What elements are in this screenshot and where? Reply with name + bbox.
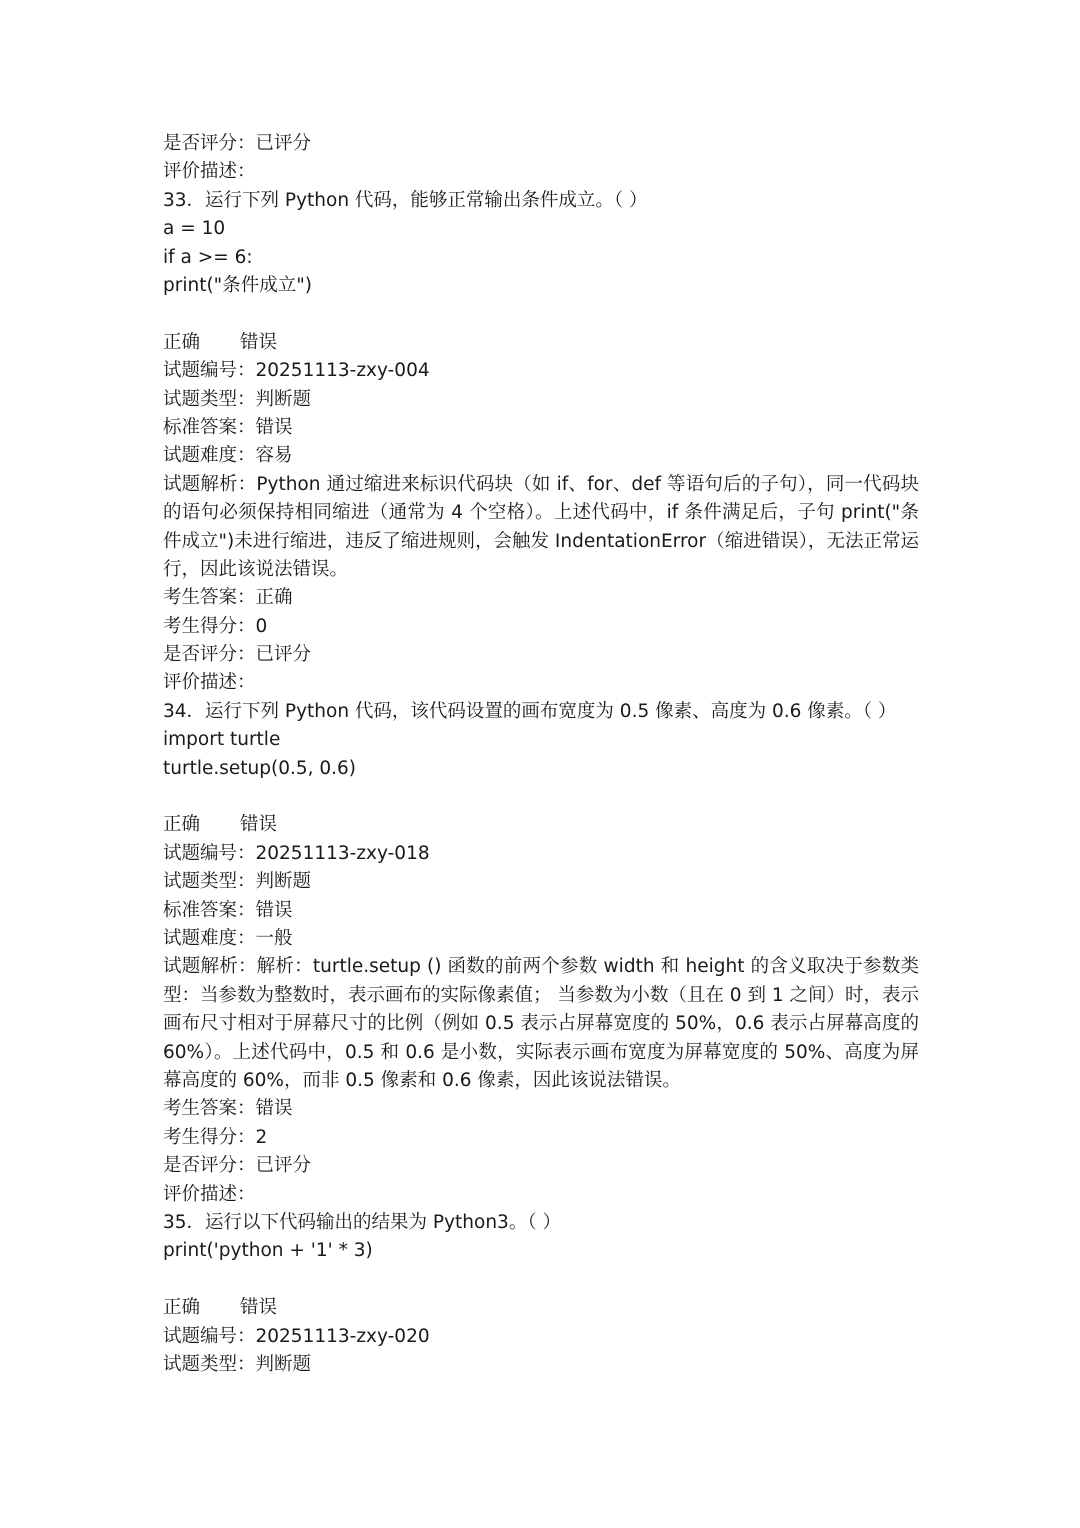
evaluation-comment: 评价描述： bbox=[163, 672, 256, 694]
question-type: 试题类型：判断题 bbox=[163, 388, 312, 410]
evaluation-comment: 评价描述： bbox=[163, 161, 256, 183]
question-stem: 33．运行下列 Python 代码，能够正常输出条件成立。（ ） bbox=[163, 189, 648, 211]
answer-options bbox=[163, 329, 919, 357]
evaluation-comment: 评价描述： bbox=[163, 1183, 256, 1205]
code-line: if a >= 6: bbox=[163, 246, 253, 268]
question-id: 试题编号：20251113-zxy-020 bbox=[163, 1325, 430, 1347]
question-difficulty: 试题难度：一般 bbox=[163, 928, 293, 949]
code-line: import turtle bbox=[163, 729, 281, 751]
option-false[interactable]: 错误 bbox=[240, 1297, 278, 1319]
student-score: 考生得分：2 bbox=[163, 1126, 268, 1148]
option-false[interactable]: 错误 bbox=[240, 814, 278, 836]
option-true[interactable]: 正确 bbox=[163, 814, 201, 836]
standard-answer: 标准答案：错误 bbox=[163, 899, 293, 921]
code-line: turtle.setup(0.5, 0.6) bbox=[163, 757, 357, 779]
student-score: 考生得分：0 bbox=[163, 615, 268, 637]
question-type: 试题类型：判断题 bbox=[163, 871, 312, 893]
spacer bbox=[163, 300, 919, 328]
graded-status: 是否评分：已评分 bbox=[163, 133, 312, 154]
spacer bbox=[163, 783, 919, 811]
option-true[interactable]: 正确 bbox=[163, 1297, 201, 1319]
question-stem: 35．运行以下代码输出的结果为 Python3。（ ） bbox=[163, 1211, 561, 1233]
spacer bbox=[163, 1266, 919, 1294]
question-stem: 34．运行下列 Python 代码，该代码设置的画布宽度为 0.5 像素、高度为 0.6 像素。（ ） bbox=[163, 700, 897, 722]
question-analysis: 试题解析：Python 通过缩进来标识代码块（如 if、for、def 等语句后的子句），同一代码块的语句必须保持相同缩进（通常为 4 个空格）。上述代码中，if 条件满足后，子句 print("条件成立")未进行缩进，违反了缩进规则，会触发 IndentationError（缩进错误），无法正常运行，因此该说法错误。 bbox=[163, 473, 919, 580]
student-answer: 考生答案：正确 bbox=[163, 587, 293, 609]
option-true[interactable]: 正确 bbox=[163, 331, 201, 353]
code-line: print('python + '1' * 3) bbox=[163, 1240, 373, 1262]
answer-options bbox=[163, 811, 919, 839]
answer-options bbox=[163, 1294, 919, 1322]
question-difficulty: 试题难度：容易 bbox=[163, 445, 293, 467]
option-false[interactable]: 错误 bbox=[240, 331, 278, 353]
graded-status: 是否评分：已评分 bbox=[163, 644, 312, 666]
code-line: a = 10 bbox=[163, 218, 226, 240]
question-type: 试题类型：判断题 bbox=[163, 1353, 312, 1375]
question-id: 试题编号：20251113-zxy-018 bbox=[163, 842, 430, 864]
standard-answer: 标准答案：错误 bbox=[163, 416, 293, 438]
question-id: 试题编号：20251113-zxy-004 bbox=[163, 360, 430, 382]
graded-status: 是否评分：已评分 bbox=[163, 1155, 312, 1177]
code-line: print("条件成立") bbox=[163, 274, 312, 296]
student-answer: 考生答案：错误 bbox=[163, 1098, 293, 1120]
exam-record-page bbox=[163, 130, 919, 1379]
question-analysis: 试题解析：解析：turtle.setup () 函数的前两个参数 width 和 height 的含义取决于参数类型：当参数为整数时，表示画布的实际像素值； 当参数为小数（且在 0 到 1 之间）时，表示画布尺寸相对于屏幕尺寸的比例（例如 0.5 表示占屏幕宽度的 50%，0.6 表示占屏幕高度的 60%）。上述代码中，0.5 和 0.6 是小数，实际表示画布宽度为屏幕宽度的 50%、高度为屏幕高度的 60%，而非 0.5 像素和 0.6 像素，因此该说法错误。 bbox=[163, 956, 919, 1092]
